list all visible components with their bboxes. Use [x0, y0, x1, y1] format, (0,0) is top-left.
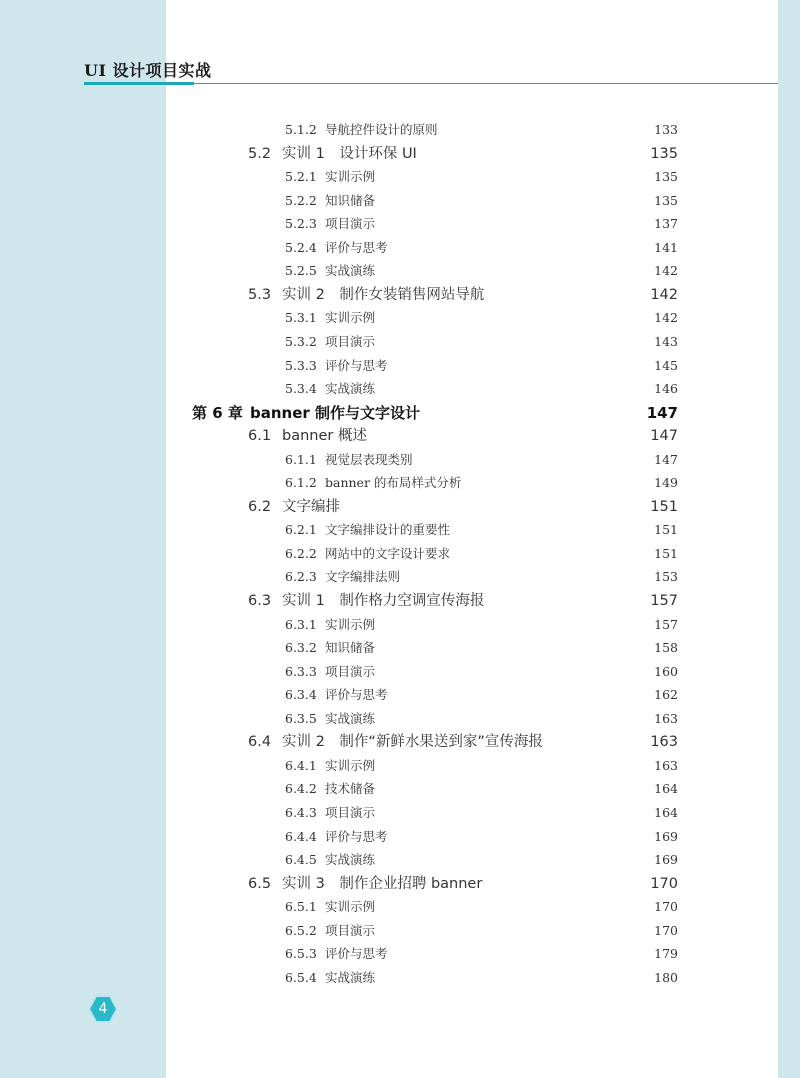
toc-entry-title: 评价与思考	[325, 687, 388, 703]
toc-entry-sub[interactable]	[0, 449, 800, 471]
toc-entry-number: 5.3.1	[285, 310, 317, 326]
page-number: 4	[98, 1001, 108, 1017]
toc-entry-sub[interactable]	[0, 472, 800, 494]
toc-entry-sub[interactable]	[0, 331, 800, 353]
toc-entry-number: 6.5.1	[285, 899, 317, 915]
toc-entry-sub[interactable]	[0, 378, 800, 400]
toc-entry-page: 147	[646, 403, 678, 422]
toc-entry-number: 5.3.2	[285, 333, 317, 349]
toc-entry-number: 6.3.1	[285, 616, 317, 632]
toc-entry-sub[interactable]	[0, 849, 800, 871]
toc-entry-sub[interactable]	[0, 920, 800, 942]
toc-entry-number: 5.2.4	[285, 239, 317, 255]
toc-entry-title: 实训示例	[325, 310, 376, 326]
toc-entry-sub[interactable]	[0, 684, 800, 706]
toc-entry-number: 5.2.5	[285, 263, 317, 279]
toc-entry-title: 知识储备	[325, 640, 376, 656]
toc-entry-page: 151	[650, 498, 678, 515]
toc-entry-sub[interactable]	[0, 896, 800, 918]
toc-entry-page: 170	[654, 899, 678, 915]
toc-entry-number: 第 6 章	[192, 403, 243, 422]
toc-entry-sec[interactable]	[0, 590, 800, 612]
toc-entry-number: 5.3.3	[285, 357, 317, 373]
toc-entry-chap[interactable]	[0, 402, 800, 424]
toc-entry-page: 133	[654, 122, 678, 137]
toc-entry-title: 实训示例	[325, 899, 376, 915]
toc-entry-sec[interactable]	[0, 425, 800, 447]
toc-entry-sub[interactable]	[0, 708, 800, 730]
toc-entry-page: 170	[650, 875, 678, 892]
toc-entry-title: 项目演示	[325, 216, 376, 232]
toc-entry-page: 162	[654, 687, 678, 703]
toc-entry-sub[interactable]	[0, 943, 800, 965]
toc-entry-page: 137	[654, 216, 678, 232]
toc-entry-sub[interactable]	[0, 166, 800, 188]
toc-entry-page: 164	[654, 804, 678, 820]
toc-entry-sub[interactable]	[0, 661, 800, 683]
toc-entry-number: 6.2.2	[285, 545, 317, 561]
toc-entry-page: 180	[654, 969, 678, 985]
toc-entry-page: 157	[654, 616, 678, 632]
toc-entry-number: 6.2.1	[285, 522, 317, 538]
toc-entry-title: 实训示例	[325, 169, 376, 185]
toc-entry-title: 知识储备	[325, 192, 376, 208]
toc-entry-title: 实战演练	[325, 381, 376, 397]
toc-entry-number: 6.4.2	[285, 781, 317, 797]
book-title: UI 设计项目实战	[84, 61, 212, 80]
toc-entry-title: 实训 1 设计环保 UI	[282, 145, 417, 162]
toc-entry-number: 6.5.4	[285, 969, 317, 985]
toc-entry-number: 6.5	[248, 875, 272, 892]
toc-entry-sub[interactable]	[0, 566, 800, 588]
toc-entry-sub[interactable]	[0, 778, 800, 800]
toc-entry-title: 实训示例	[325, 616, 376, 632]
toc-entry-title: 文字编排法则	[325, 569, 401, 585]
toc-entry-number: 5.2.2	[285, 192, 317, 208]
toc-entry-number: 6.3.3	[285, 663, 317, 679]
toc-entry-number: 6.5.3	[285, 946, 317, 962]
toc-entry-number: 5.3	[248, 286, 272, 303]
toc-entry-sub[interactable]	[0, 307, 800, 329]
toc-entry-title: 实训 1 制作格力空调宣传海报	[282, 593, 485, 609]
toc-entry-sec[interactable]	[0, 284, 800, 306]
toc-entry-title: 文字编排	[282, 498, 340, 515]
toc-entry-title: banner 概述	[282, 428, 367, 445]
toc-entry-page: 142	[650, 286, 678, 303]
toc-entry-page: 147	[650, 428, 678, 445]
toc-entry-page: 151	[654, 522, 678, 538]
toc-entry-number: 6.3.4	[285, 687, 317, 703]
toc-entry-page: 135	[654, 169, 678, 185]
toc-entry-title: 评价与思考	[325, 946, 388, 962]
toc-entry-title: 评价与思考	[325, 357, 388, 373]
toc-entry-title: 评价与思考	[325, 828, 388, 844]
toc-entry-page: 163	[654, 757, 678, 773]
toc-entry-sub[interactable]	[0, 355, 800, 377]
toc-entry-page: 158	[654, 640, 678, 656]
toc-entry-number: 6.2	[248, 498, 272, 515]
toc-entry-title: 实战演练	[325, 969, 376, 985]
toc-entry-page: 157	[650, 593, 678, 609]
toc-entry-page: 151	[654, 545, 678, 561]
toc-entry-sub[interactable]	[0, 260, 800, 282]
toc-entry-page: 179	[654, 946, 678, 962]
toc-entry-number: 6.4.1	[285, 757, 317, 773]
toc-entry-title: 项目演示	[325, 804, 376, 820]
toc-entry-title: 实战演练	[325, 852, 376, 868]
toc-entry-title: 文字编排设计的重要性	[325, 522, 451, 538]
toc-entry-number: 5.2.3	[285, 216, 317, 232]
toc-entry-title: 项目演示	[325, 663, 376, 679]
toc-entry-number: 5.1.2	[285, 122, 317, 137]
toc-entry-page: 149	[654, 475, 678, 491]
toc-entry-sub[interactable]	[0, 237, 800, 259]
toc-entry-page: 164	[654, 781, 678, 797]
toc-entry-sec[interactable]	[0, 496, 800, 518]
toc-entry-sub[interactable]	[0, 190, 800, 212]
toc-entry-title: 实训 2 制作“新鲜水果送到家”宣传海报	[282, 734, 543, 751]
toc-entry-number: 5.2.1	[285, 169, 317, 185]
toc-entry-title: 实训 2 制作女装销售网站导航	[282, 286, 485, 303]
toc-entry-page: 147	[654, 451, 678, 467]
toc-entry-sec[interactable]	[0, 873, 800, 895]
toc-entry-page: 169	[654, 852, 678, 868]
toc-entry-sub[interactable]	[0, 967, 800, 989]
toc-entry-sub[interactable]	[0, 755, 800, 777]
toc-entry-page: 160	[654, 663, 678, 679]
toc-entry-sub[interactable]	[0, 543, 800, 565]
toc-entry-number: 6.2.3	[285, 569, 317, 585]
toc-entry-page: 141	[654, 239, 678, 255]
toc-entry-number: 6.4.5	[285, 852, 317, 868]
toc-entry-page: 135	[650, 145, 678, 162]
toc-entry-sec[interactable]	[0, 731, 800, 753]
toc-entry-title: 实训示例	[325, 757, 376, 773]
toc-entry-title: 导航控件设计的原则	[325, 122, 438, 137]
toc-entry-number: 6.3.5	[285, 710, 317, 726]
toc-entry-page: 142	[654, 263, 678, 279]
toc-entry-sub[interactable]	[0, 519, 800, 541]
toc-entry-page: 169	[654, 828, 678, 844]
toc-entry-number: 6.4.3	[285, 804, 317, 820]
toc-entry-title: banner 的布局样式分析	[325, 475, 462, 491]
toc-entry-sub[interactable]	[0, 826, 800, 848]
toc-entry-title: 项目演示	[325, 333, 376, 349]
toc-entry-title: 实训 3 制作企业招聘 banner	[282, 875, 483, 892]
toc-entry-number: 6.1.1	[285, 451, 317, 467]
toc-entry-number: 6.3.2	[285, 640, 317, 656]
toc-entry-page: 142	[654, 310, 678, 326]
toc-entry-sub[interactable]	[0, 213, 800, 235]
toc-entry-sec[interactable]	[0, 143, 800, 165]
toc-entry-title: 视觉层表现类别	[325, 451, 413, 467]
toc-entry-number: 5.2	[248, 145, 272, 162]
toc-entry-number: 6.1.2	[285, 475, 317, 491]
toc-entry-page: 135	[654, 192, 678, 208]
toc-entry-sub[interactable]	[0, 119, 800, 141]
toc-entry-title: 项目演示	[325, 922, 376, 938]
toc-entry-title: 实战演练	[325, 263, 376, 279]
toc-entry-page: 146	[654, 381, 678, 397]
toc-entry-page: 145	[654, 357, 678, 373]
toc-entry-number: 5.3.4	[285, 381, 317, 397]
toc-entry-page: 143	[654, 333, 678, 349]
toc-entry-number: 6.5.2	[285, 922, 317, 938]
toc-entry-title: 技术储备	[325, 781, 376, 797]
toc-entry-sub[interactable]	[0, 802, 800, 824]
toc-entry-number: 6.3	[248, 593, 272, 609]
toc-entry-number: 6.4.4	[285, 828, 317, 844]
toc-entry-sub[interactable]	[0, 614, 800, 636]
toc-entry-title: banner 制作与文字设计	[250, 403, 421, 422]
toc-entry-page: 163	[654, 710, 678, 726]
toc-entry-page: 163	[650, 734, 678, 751]
toc-entry-page: 170	[654, 922, 678, 938]
toc-entry-number: 6.4	[248, 734, 272, 751]
toc-entry-title: 网站中的文字设计要求	[325, 545, 451, 561]
toc-entry-page: 153	[654, 569, 678, 585]
toc-entry-title: 实战演练	[325, 710, 376, 726]
toc-entry-title: 评价与思考	[325, 239, 388, 255]
toc-entry-sub[interactable]	[0, 637, 800, 659]
toc-entry-number: 6.1	[248, 428, 272, 445]
